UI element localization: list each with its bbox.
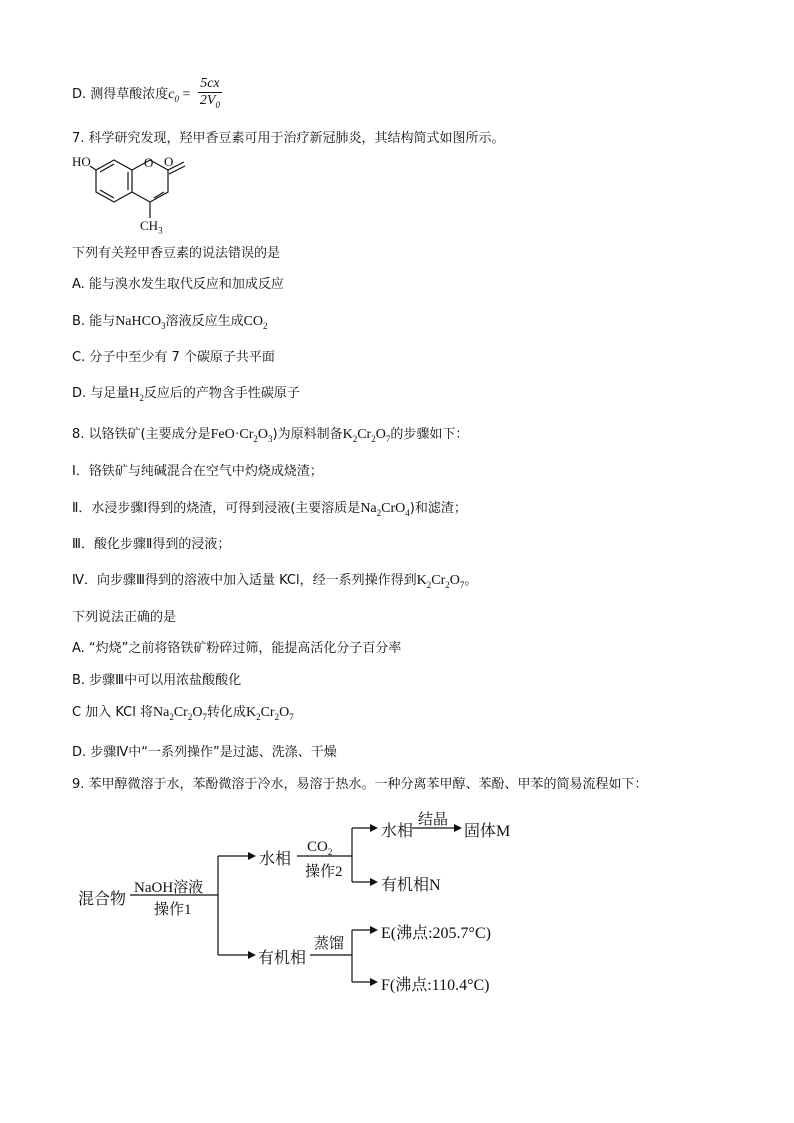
q8-option-d: D. 步骤Ⅳ中“一系列操作”是过滤、洗涤、干燥 [72, 745, 337, 760]
q9-stem: 9. 苯甲醇微溶于水，苯酚微溶于冷水，易溶于热水。一种分离苯甲醇、苯酚、甲苯的简易流程如下： [72, 777, 648, 792]
q7-option-d: D. 与足量$H_2$反应后的产物含手性碳原子 [72, 386, 300, 403]
q8-question: 下列说法正确的是 [72, 610, 177, 625]
q8-stem: 8. 以铬铁矿(主要成分是$FeO\cdot Cr_2O_3$)为原料制备$K_2Cr_2O_7$的步骤如下： [72, 427, 469, 444]
q7-question: 下列有关羟甲香豆素的说法错误的是 [72, 246, 281, 261]
fraction: $\frac{5cx}{2V_0}$ [199, 76, 220, 110]
flow-op1: 操作1 [154, 902, 192, 918]
flow-solid-m: 固体M [464, 823, 511, 840]
q8-step-4: Ⅳ．向步骤Ⅲ得到的溶液中加入适量 KCl，经一系列操作得到$K_2Cr_2O_7$。 [72, 573, 478, 590]
flow-co2: $CO_2$ [307, 839, 333, 857]
q7-option-c: C. 分子中至少有 7 个碳原子共平面 [72, 350, 275, 365]
mol-ch3-label: $CH_3$ [140, 218, 163, 236]
flow-op2: 操作2 [305, 864, 343, 880]
flow-product-e: E(沸点:205.7°C) [381, 925, 491, 942]
flow-reagent-naoh: NaOH溶液 [134, 880, 204, 896]
mol-ring-o-label: O [164, 154, 174, 169]
q8-step-2: Ⅱ．水浸步骤Ⅰ得到的烧渣，可得到浸液(主要溶质是$Na_2CrO_4$)和滤渣； [72, 501, 467, 518]
q6-option-d: D. 测得草酸浓度$c_0$ = $\frac{5cx}{2V_0}$ [72, 76, 222, 113]
q8-option-b: B. 步骤Ⅲ中可以用浓盐酸酸化 [72, 673, 242, 688]
flow-aqueous-2: 水相 [381, 823, 414, 840]
flow-organic-n: 有机相N [381, 877, 441, 894]
q6-option-d-text: D. 测得草酸浓度 [72, 86, 169, 102]
flow-organic-1: 有机相 [258, 950, 307, 967]
q8-option-c: C 加入 KCl 将$Na_2Cr_2O_7$转化成$K_2Cr_2O_7$ [72, 705, 294, 722]
mol-ho-label: HO [72, 154, 91, 169]
flow-aqueous-1: 水相 [259, 851, 292, 868]
flow-product-f: F(沸点:110.4°C) [381, 977, 490, 994]
flow-crystallize: 结晶 [418, 812, 449, 828]
q7-option-a: A. 能与溴水发生取代反应和加成反应 [72, 277, 284, 292]
q8-step-3: Ⅲ．酸化步骤Ⅱ得到的浸液； [72, 537, 231, 552]
q8-option-a: A. “灼烧”之前将铬铁矿粉碎过筛，能提高活化分子百分率 [72, 641, 402, 656]
q7-stem: 7. 科学研究发现，羟甲香豆素可用于治疗新冠肺炎，其结构简式如图所示。 [72, 131, 505, 146]
mol-o-label: O [144, 155, 154, 170]
q7-option-b: B. 能与NaHCO$_3$溶液反应生成$CO_2$ [72, 314, 268, 331]
flow-distill: 蒸馏 [314, 936, 345, 952]
flow-mixture: 混合物 [78, 891, 127, 908]
q8-step-1: Ⅰ．铬铁矿与纯碱混合在空气中灼烧成烧渣； [72, 464, 323, 479]
